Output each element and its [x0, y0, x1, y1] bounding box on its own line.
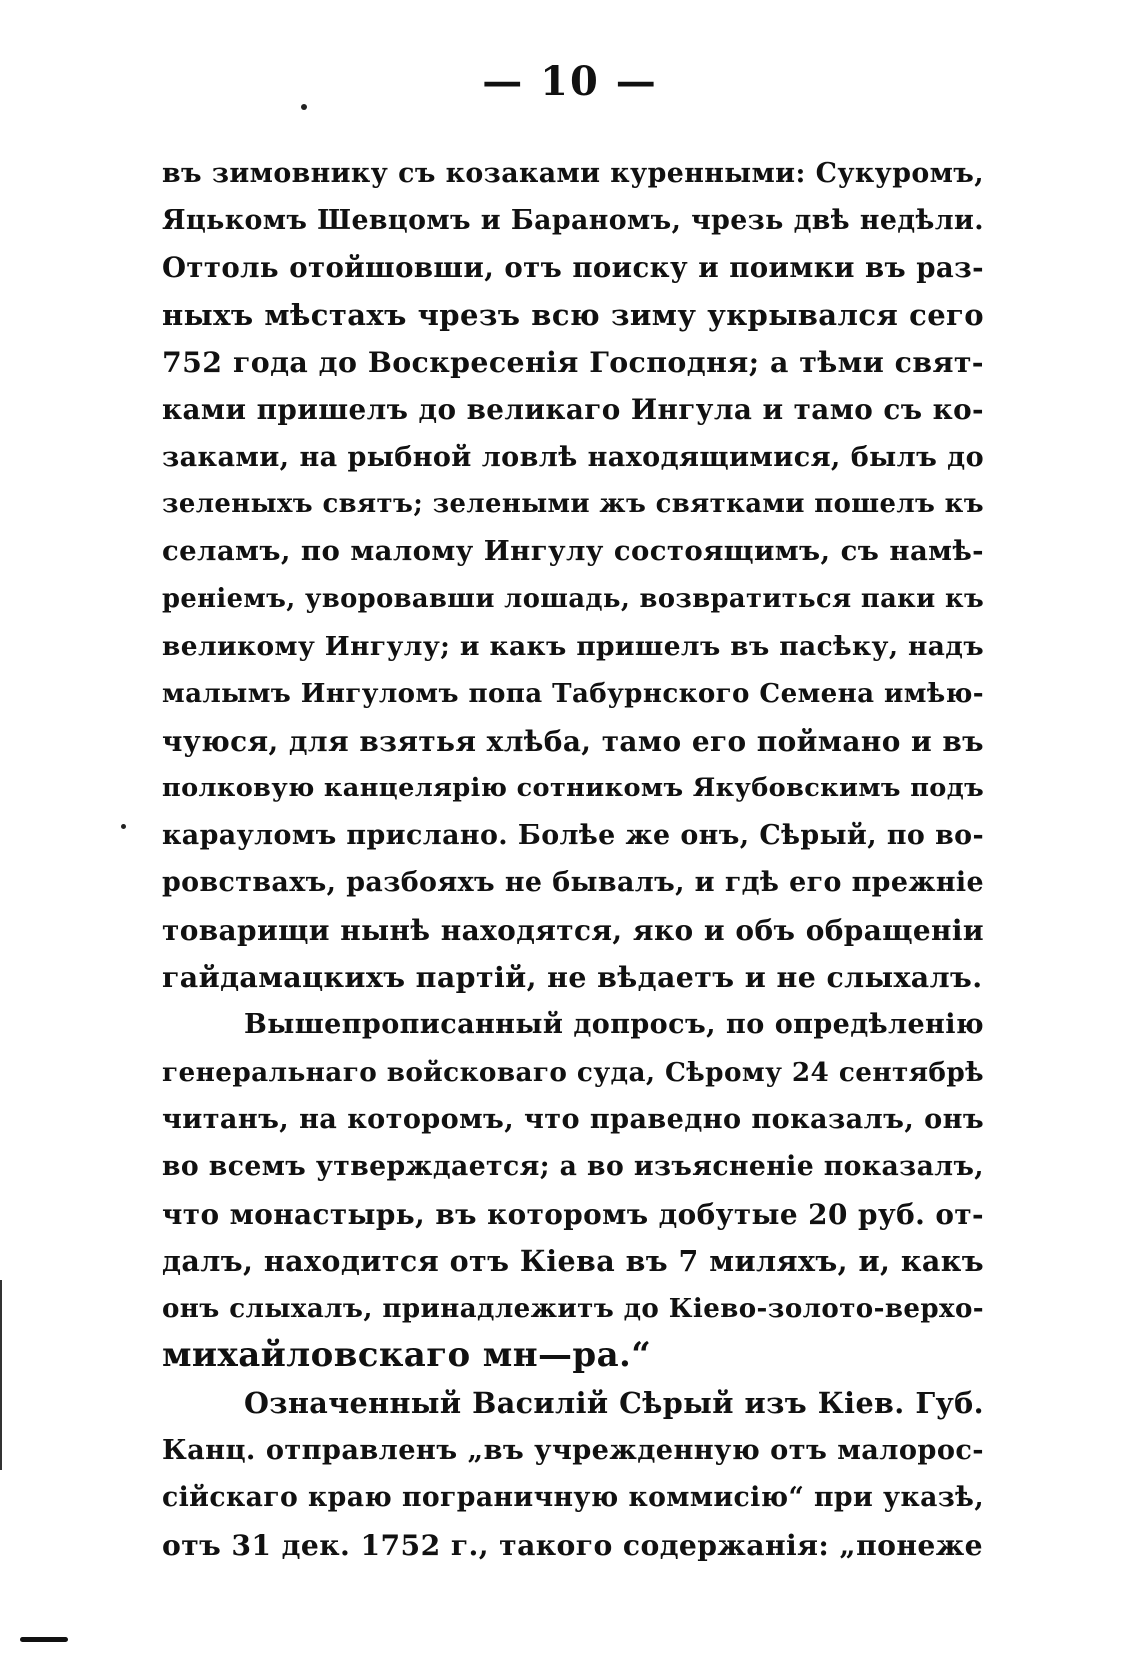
text-line: реніемъ, уворовавши лошадь, возвратиться паки къ [162, 583, 985, 614]
text-line: гайдамацкихъ партій, не вѣдаетъ и не слыхалъ. [162, 960, 983, 995]
page-number: — 10 — [482, 58, 658, 105]
text-line: чуюся, для взятья хлѣба, тамо его поймано и въ [162, 724, 984, 758]
scan-speck [121, 824, 126, 829]
text-line: 752 года до Воскресенія Господня; а тѣми свят- [162, 345, 984, 380]
text-line: онъ слыхалъ, принадлежитъ до Кіево-золото-верхо- [162, 1293, 984, 1325]
text-line: великому Ингулу; и какъ пришелъ въ пасѣку, надъ [162, 630, 984, 662]
text-line: читанъ, на которомъ, что праведно показалъ, онъ [162, 1103, 984, 1135]
text-line: отъ 31 дек. 1752 г., такого содержанія: „понеже [162, 1528, 983, 1562]
paragraph [162, 1001, 984, 1379]
text-line: михайловскаго мн—ра.“ [162, 1335, 652, 1376]
text-line: товарищи нынѣ находятся, яко и объ обращеніи [162, 913, 984, 947]
margin-rule [0, 1280, 2, 1470]
text-line: Яцькомъ Шевцомъ и Бараномъ, чрезь двѣ недѣли. [162, 205, 984, 237]
text-line: Канц. отправленъ „въ учрежденную отъ малорос- [162, 1434, 984, 1467]
text-line: полковую канцелярію сотникомъ Якубовскимъ подъ [162, 772, 985, 803]
scan-speck [301, 104, 307, 110]
text-line: ровствахъ, разбояхъ не бывалъ, и гдѣ его прежніе [162, 867, 984, 899]
paragraph [162, 1380, 984, 1569]
text-line: что монастырь, въ которомъ добутые 20 руб. от- [162, 1197, 984, 1231]
text-line: ками пришелъ до великаго Ингула и тамо съ ко- [162, 393, 984, 427]
text-line: сійскаго краю пограничную коммисію“ при указѣ, [162, 1482, 984, 1514]
text-line: далъ, находится отъ Кіева въ 7 миляхъ, и, какъ [162, 1243, 984, 1278]
text-line: ныхъ мѣстахъ чрезъ всю зиму укрывался сего [162, 297, 984, 332]
text-line: малымъ Ингуломъ попа Табурнского Семена имѣю- [162, 678, 984, 710]
paragraph [162, 150, 984, 1001]
margin-dash [20, 1637, 68, 1642]
text-line: селамъ, по малому Ингулу состоящимъ, съ намѣ- [162, 535, 984, 568]
text-line: Означенный Василій Сѣрый изъ Кіев. Губ. [244, 1385, 984, 1420]
body-text [162, 150, 984, 1569]
text-line: въ зимовнику съ козаками куренными: Сукуромъ, [162, 158, 984, 189]
text-line: зеленыхъ святъ; зелеными жъ святками пошелъ къ [162, 489, 984, 520]
text-line: Вышепрописанный допросъ, по опредѣленію [244, 1009, 984, 1041]
text-line: генеральнаго войсковаго суда, Сѣрому 24 сентябрѣ [162, 1056, 984, 1088]
text-line: карауломъ прислано. Болѣе же онъ, Сѣрый, по во- [162, 820, 984, 852]
text-line: Оттоль отойшовши, отъ поиску и поимки въ раз- [162, 251, 984, 284]
text-line: заками, на рыбной ловлѣ находящимися, былъ до [162, 441, 984, 473]
text-line: во всемъ утверждается; а во изъясненіе показалъ, [162, 1151, 984, 1183]
